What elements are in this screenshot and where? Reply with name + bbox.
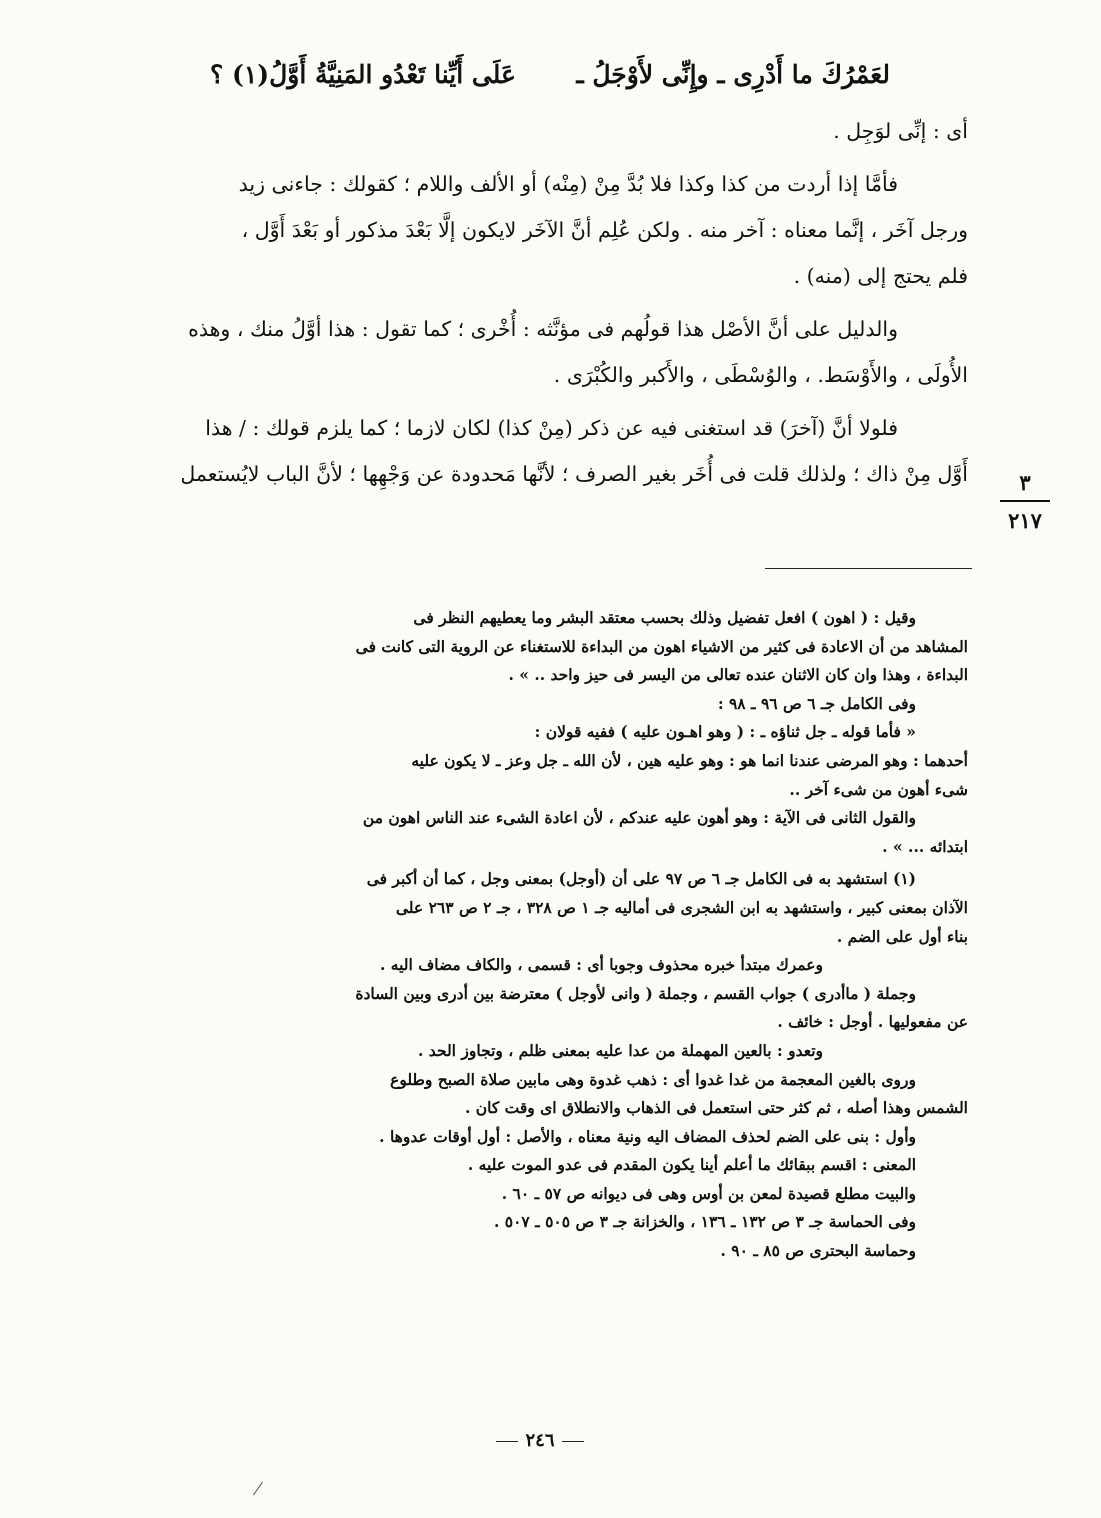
text-line: أى : إنِّى لوَجِل . xyxy=(833,119,968,143)
page-number-dash xyxy=(496,1441,518,1442)
margin-reference xyxy=(1000,468,1050,536)
text-line: والدليل على أنَّ الأصْل هذا قولُهم فى مؤنَّثه : أُخْرى ؛ كما تقول : هذا أوَّلُ منك ، وهذه xyxy=(188,317,898,341)
text-line: فلم يحتج إلى (منه) . xyxy=(793,264,968,288)
footnote-line: وفى الحماسة جـ ٣ ص ١٣٢ ـ ١٣٦ ، والخزانة جـ ٣ ص ٥٠٥ ـ ٥٠٧ . xyxy=(493,1212,916,1232)
footnote-line: شىء أهون من شىء آخر .. xyxy=(789,779,968,799)
footnote-line: والقول الثانى فى الآية : وهو أهون عليه عندكم ، لأن اعادة الشىء عند الناس اهون من xyxy=(362,808,916,828)
footnote-line: وعمرك مبتدأ خبره محذوف وجوبا أى : قسمى ، والكاف مضاف اليه . xyxy=(379,955,823,975)
footnote-line: وقيل : ( اهون ) افعل تفضيل وذلك بحسب معتقد البشر وما يعطيهم النظر فى xyxy=(413,608,916,627)
footnote-line: المعنى : اقسم ببقائك ما أعلم أينا يكون المقدم فى عدو الموت عليه . xyxy=(467,1155,916,1175)
footnote-line: أحدهما : وهو المرضى عندنا انما هو : وهو عليه هين ، لأن الله ـ جل وعز ـ لا يكون عليه xyxy=(411,750,968,770)
footnote-line: بناء أول على الضم . xyxy=(836,926,968,946)
footnote-line: البداءة ، وهذا وان كان الاثنان عنده تعالى من اليسر فى حيز واحد .. » . xyxy=(508,665,968,685)
text-line: فأمَّا إذا أردت من كذا وكذا فلا بُدَّ مِنْ (مِنْه) أو الألف واللام ؛ كقولك : جاءنى زيد xyxy=(238,172,898,196)
page-number xyxy=(480,1430,600,1451)
verse-hemistich-1: لعَمْرُكَ ما أَدْرِى ـ وإِنِّى لأَوْجَلُ ـ xyxy=(576,60,890,89)
footnote-line: المشاهد من أن الاعادة فى كثير من الاشياء اهون من البداءة للاستغناء عن الروية التى كانت فى xyxy=(355,636,968,656)
footnote-line: والبيت مطلع قصيدة لمعن بن أوس وهى فى ديوانه ص ٥٧ ـ ٦٠ . xyxy=(501,1183,916,1203)
footnote-line: وروى بالغين المعجمة من غدا غدوا أى : ذهب غدوة وهى مابين صلاة الصبح وطلوع xyxy=(390,1069,916,1089)
footnote-line: « فأما قوله ـ جل ثناؤه ـ : ( وهو اهـون عليه ) ففيه قولان : xyxy=(534,722,916,742)
verse-hemistich-2: عَلَى أَيِّنا تَعْدُو المَنِيَّةُ أَوَّلُ(١) ؟ xyxy=(210,60,516,89)
footnote-line: وتعدو : بالعين المهملة من عدا عليه بمعنى ظلم ، وتجاوز الحد . xyxy=(418,1040,823,1060)
text-line: الأُولَى ، والأَوْسَط. ، والوُسْطَى ، والأَكبر والكُبْرَى . xyxy=(553,363,968,387)
page-number-value: ٢٤٦ xyxy=(525,1430,555,1451)
footnote-line: وفى الكامل جـ ٦ ص ٩٦ ـ ٩٨ : xyxy=(717,693,916,713)
footnote-line: الشمس وهذا أصله ، ثم كثر حتى استعمل فى الذهاب والانطلاق اى وقت كان . xyxy=(464,1098,968,1118)
text-line: أَوَّل مِنْ ذاك ؛ ولذلك قلت فى أُخَر بغير الصرف ؛ لأنَّها مَحدودة عن وَجْهِها ؛ لأنَّ الباب لايُستعمل xyxy=(180,462,968,486)
text-line: ورجل آخَر ، إنَّما معناه : آخر منه . ولكن عُلِم أنَّ الآخَر لايكون إلَّا بَعْدَ مذكور أو بَعْدَ أَوَّل ، xyxy=(241,218,968,242)
verse-line xyxy=(210,56,890,106)
page-number-dash xyxy=(562,1441,584,1442)
footnote-line: وحماسة البحترى ص ٨٥ ـ ٩٠ . xyxy=(720,1241,916,1261)
footnote-line: وأول : بنى على الضم لحذف المضاف اليه ونية معناه ، والأصل : أول أوقات عدوها . xyxy=(379,1126,916,1146)
main-text xyxy=(120,108,968,497)
margin-reference-volume: ٣ xyxy=(1000,468,1050,502)
footnote-line: وجملة ( ماأدرى ) جواب القسم ، وجملة ( وانى لأوجل ) معترضة بين أدرى وبين السادة xyxy=(355,983,916,1003)
text-line: فلولا أنَّ (آخرَ) قد استغنى فيه عن ذكر (مِنْ كذا) لكان لازما ؛ كما يلزم قولك : / هذا xyxy=(205,416,898,440)
footnote-line: (١) استشهد به فى الكامل جـ ٦ ص ٩٧ على أن (أوجل) بمعنى وجل ، كما أن أكبر فى xyxy=(366,869,916,889)
footnote-line: عن مفعوليها . أوجل : خائف . xyxy=(777,1012,968,1032)
footnote-line: ابتدائه ... » . xyxy=(882,836,968,856)
margin-reference-page: ٢١٧ xyxy=(1008,508,1042,533)
footnote-divider xyxy=(765,568,972,569)
footnote-line: الآذان بمعنى كبير ، واستشهد به ابن الشجرى فى أماليه جـ ١ ص ٣٢٨ ، جـ ٢ ص ٢٦٣ على xyxy=(395,897,968,917)
stray-pen-mark xyxy=(253,1482,263,1496)
footnotes xyxy=(118,604,968,1266)
